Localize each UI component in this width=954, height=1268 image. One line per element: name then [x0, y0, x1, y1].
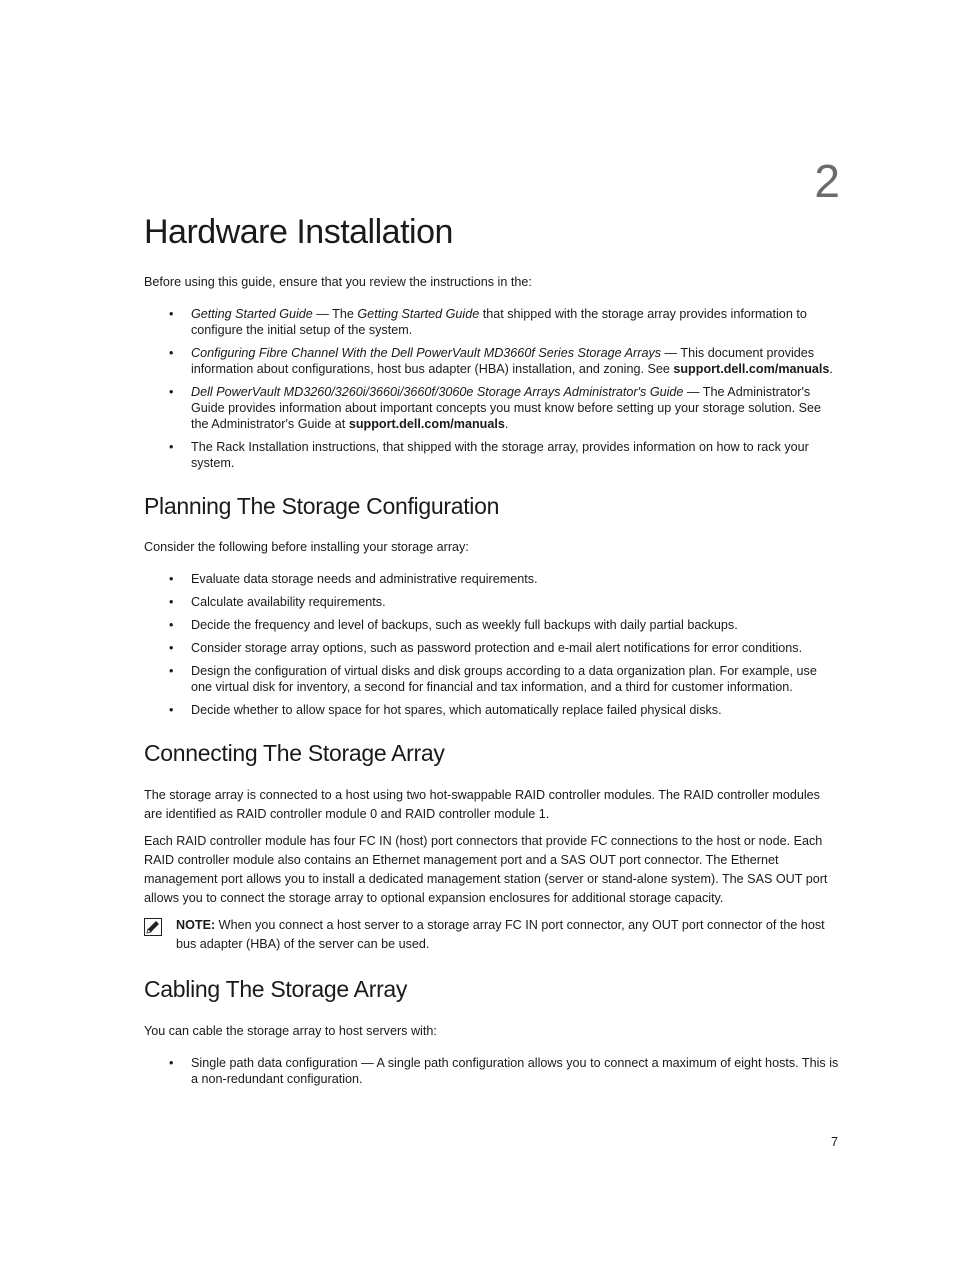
list-item-text: that shipped with the storage array provides information to configure the initial setup of the system. [191, 306, 807, 337]
list-item-text: Single path data configuration — A single path configuration allows you to connect a maximum of eight hosts. This is a non-redundant configuration. [191, 1055, 839, 1086]
chapter-number: 2 [814, 155, 840, 207]
paragraph: The storage array is connected to a host using two hot-swappable RAID controller modules. The RAID controller modules are identified as RAID controller module 0 and RAID controller module 1. [144, 787, 820, 821]
list-item [144, 663, 840, 695]
page-content [144, 212, 840, 1109]
bullet: • [169, 306, 174, 321]
list-item-text: — The [312, 306, 358, 321]
note-box [144, 916, 840, 954]
bullet: • [169, 345, 174, 360]
planning-section [144, 493, 840, 719]
manuals-link[interactable]: support.dell.com/manuals [348, 416, 505, 431]
list-item [144, 594, 840, 610]
bullet: • [169, 1055, 174, 1070]
list-item-text: Decide whether to allow space for hot spares, which automatically replace failed physical disks. [191, 703, 722, 718]
section-heading: Connecting The Storage Array [144, 740, 445, 767]
bullet: • [169, 595, 174, 610]
section-intro: You can cable the storage array to host servers with: [144, 1023, 437, 1038]
list-item [144, 306, 840, 338]
page-number: 7 [830, 1135, 838, 1149]
list-item-text: — The Administrator's Guide provides information about important concepts you must know before setting up your storage solution. See the Administrator's Guide at [191, 384, 822, 431]
bullet: • [169, 664, 174, 679]
bullet: • [169, 641, 174, 656]
paragraph: Each RAID controller module has four FC IN (host) port connectors that provide FC connections to the host or node. Each RAID controller module also contains an Ethernet management port and a SAS OUT port connector. The Ethernet management port allows you to install a dedicated management station (server or stand-alone system). The SAS OUT port allows you to connect the storage array to optional expansion enclosures for additional storage capacity. [144, 833, 828, 905]
page-title: Hardware Installation [144, 213, 453, 251]
list-item-text: The Rack Installation instructions, that shipped with the storage array, provides information on how to rack your system. [191, 439, 809, 470]
list-item-text: Decide the frequency and level of backups, such as weekly full backups with daily partial backups. [191, 618, 738, 633]
list-item-text: Calculate availability requirements. [191, 595, 386, 610]
list-item-text: Evaluate data storage needs and administrative requirements. [191, 572, 538, 587]
cabling-list [144, 1055, 840, 1087]
list-item [144, 1055, 840, 1087]
list-item [144, 617, 840, 633]
note-text: When you connect a host server to a storage array FC IN port connector, any OUT port connector of the host bus adapter (HBA) of the server can be used. [176, 917, 825, 951]
doc-title: Getting Started Guide [357, 306, 480, 321]
doc-title: Dell PowerVault MD3260/3260i/3660i/3660f/3060e Storage Arrays Administrator's Guide [191, 384, 684, 399]
manuals-link[interactable]: support.dell.com/manuals [673, 361, 830, 376]
list-item-text: Consider storage array options, such as password protection and e-mail alert notifications for error conditions. [191, 641, 803, 656]
doc-title: Getting Started Guide [191, 306, 313, 321]
bullet: • [169, 703, 174, 718]
bullet: • [169, 618, 174, 633]
section-intro: Consider the following before installing your storage array: [144, 540, 469, 555]
note-label: NOTE: [176, 917, 216, 932]
connecting-section [144, 740, 840, 954]
doc-title: Configuring Fibre Channel With the Dell PowerVault MD3660f Series Storage Arrays [191, 345, 662, 360]
pencil-note-icon [144, 918, 162, 936]
bullet: • [169, 384, 174, 399]
section-heading: Planning The Storage Configuration [144, 492, 500, 519]
section-heading: Cabling The Storage Array [144, 975, 408, 1002]
bullet: • [169, 572, 174, 587]
list-item-text: . [829, 361, 833, 376]
intro-list [144, 306, 840, 471]
list-item [144, 702, 840, 718]
list-item [144, 640, 840, 656]
list-item-text: Design the configuration of virtual disks and disk groups according to a data organization plan. For example, use one virtual disk for inventory, a second for financial and tax information, and a third for customer information. [191, 664, 817, 695]
intro-paragraph: Before using this guide, ensure that you review the instructions in the: [144, 274, 532, 289]
bullet: • [169, 439, 174, 454]
list-item-text: . [504, 416, 509, 431]
list-item [144, 571, 840, 587]
planning-list [144, 571, 840, 718]
list-item [144, 384, 840, 432]
cabling-section [144, 976, 840, 1087]
list-item [144, 439, 840, 471]
list-item [144, 345, 840, 377]
list-item-text: — This document provides information about configurations, host bus adapter (HBA) installation, and zoning. See [191, 345, 815, 376]
